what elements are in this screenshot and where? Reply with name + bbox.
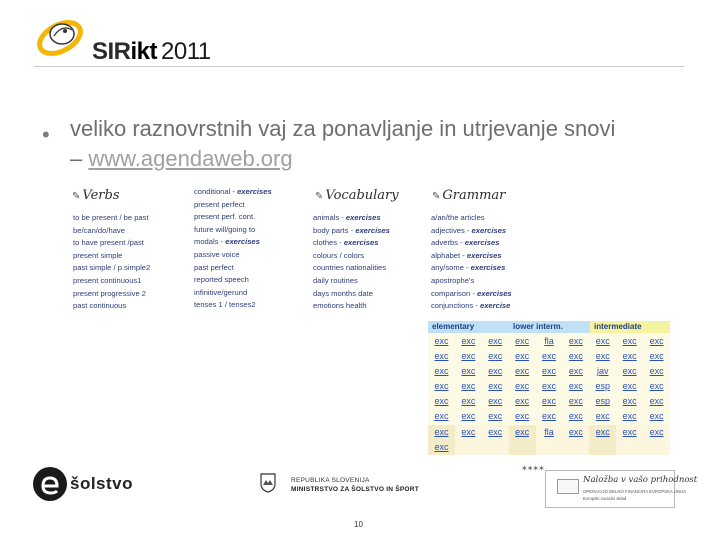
exercise-link [509,440,536,455]
grid-row [428,334,670,349]
list-item[interactable]: any/some - exercises [431,263,506,273]
exercise-link[interactable]: exc [515,396,530,407]
grid-row [428,440,670,455]
exercise-link[interactable]: jav [597,366,609,377]
list-item[interactable]: emotions health [313,301,367,311]
exercise-link [643,440,670,455]
level-elementary-tab[interactable]: elementary [428,321,509,333]
exercise-link[interactable]: exc [542,411,557,422]
eu-flag-icon [557,479,579,494]
list-item[interactable]: comparison - exercises [431,288,512,298]
exercise-link[interactable]: exc [568,381,583,392]
bullet-body: veliko raznovrstnih vaj za ponavljanje in utrjevanje snovi – [70,116,616,171]
list-item[interactable]: tenses 1 / tenses2 [194,300,256,310]
list-item[interactable]: to have present /past [73,238,144,248]
ministry-line-1: REPUBLIKA SLOVENIJA [291,477,370,484]
exercise-link[interactable]: exc [649,411,664,422]
eu-funding-line-2: Evropski socialni sklad [583,496,627,501]
agendaweb-link[interactable]: www.agendaweb.org [88,146,293,171]
verbs-advanced-list [194,186,272,312]
exercise-link[interactable]: exc [434,336,449,346]
exercise-link[interactable]: exc [595,336,610,346]
list-item[interactable]: passive voice [194,249,240,259]
exercise-link [589,440,616,455]
exercise-link[interactable]: exc [589,425,616,440]
exercise-link[interactable]: exc [482,425,509,440]
exercise-link[interactable]: exc [622,366,637,377]
level-intermediate-tab[interactable]: intermediate [590,321,670,333]
header-divider [34,66,684,67]
exercise-link[interactable]: exc [515,366,530,377]
exercise-link[interactable]: exc [434,411,449,422]
list-item[interactable]: conditional - exercises [194,187,272,196]
esolstvo-logo-icon [32,466,68,502]
exercise-link[interactable]: exc [461,381,476,392]
list-item[interactable]: conjunctions - exercise [431,301,511,311]
exercise-link[interactable]: exc [542,381,557,392]
exercise-link[interactable]: exc [649,351,664,362]
list-item[interactable]: infinitive/gerund [194,287,248,297]
list-item[interactable]: modals - exercises [194,237,260,247]
level-lower-intermediate-tab[interactable]: lower interm. [509,321,590,333]
list-item[interactable]: to be present / be past [73,213,149,222]
exercise-link[interactable]: exc [515,381,530,392]
exercise-link[interactable]: exc [428,440,455,455]
exercise-link[interactable]: exc [622,381,637,392]
exercise-link[interactable]: esp [595,381,611,392]
list-item[interactable]: past simple / p.simple2 [73,263,151,273]
exercise-link[interactable]: exc [568,396,583,407]
exercise-link[interactable]: exc [622,351,637,362]
list-item[interactable]: present progressive 2 [73,288,147,298]
esolstvo-logo-text: šolstvo [70,474,134,493]
list-item[interactable]: apostrophe's [431,275,475,285]
list-item[interactable]: alphabet - exercises [431,250,502,260]
exercise-link[interactable]: exc [622,411,637,422]
list-item[interactable]: present continuous1 [73,275,142,285]
grammar-heading: ✎ Grammar [432,188,506,203]
exercise-link[interactable]: exc [649,381,664,392]
exercise-link[interactable]: exc [595,351,610,362]
list-item[interactable]: adjectives - exercises [431,225,507,235]
exercise-link[interactable]: exc [616,425,643,440]
exercise-link[interactable]: exc [649,336,664,346]
exercise-link[interactable]: exc [568,336,583,346]
list-item[interactable]: present perfect [194,199,245,209]
verbs-heading: ✎ Verbs [72,188,120,203]
exercise-link[interactable]: exc [461,351,476,362]
exercise-link[interactable]: exc [622,396,637,407]
list-item[interactable]: clothes - exercises [313,238,379,248]
grammar-list [431,212,512,313]
exercise-link[interactable]: exc [542,351,557,362]
list-item[interactable]: present perf. cont. [194,212,256,222]
list-item[interactable]: past continuous [73,301,127,311]
list-item[interactable]: past perfect [194,262,234,272]
exercise-link[interactable]: exc [488,366,503,377]
level-grid-header [428,321,670,333]
exercise-link [616,440,643,455]
list-item[interactable]: be/can/do/have [73,225,125,235]
exercise-link[interactable]: exc [461,336,476,346]
conference-logo: SIRikt 2011 [92,38,211,65]
list-item[interactable]: adverbs - exercises [431,238,500,248]
exercise-link[interactable]: fla [544,336,554,346]
slovenia-crest-icon [260,473,276,493]
exercise-link[interactable]: exc [542,396,557,407]
exercise-link[interactable]: exc [434,351,449,362]
grid-row [428,394,670,409]
list-item[interactable]: present simple [73,250,123,260]
list-item[interactable]: days months date [313,288,373,298]
list-item[interactable]: countries nationalities [313,263,387,273]
vocabulary-heading: ✎ Vocabulary [315,188,399,203]
list-item[interactable]: reported speech [194,275,249,285]
exercise-link[interactable]: exc [461,396,476,407]
exercise-link[interactable]: exc [428,425,455,440]
exercise-link[interactable]: esp [595,396,611,407]
exercise-link [562,440,589,455]
exercise-grid [428,334,670,455]
page-number: 10 [354,520,363,529]
exercise-link[interactable]: exc [568,351,583,362]
list-item[interactable]: colours / colors [313,250,365,260]
exercise-link[interactable]: exc [649,366,664,377]
list-item[interactable]: daily routines [313,275,358,285]
exercise-link[interactable]: exc [455,425,482,440]
exercise-link[interactable]: exc [461,411,476,422]
exercise-link[interactable]: exc [643,425,670,440]
exercise-link[interactable]: exc [488,396,503,407]
exercise-link[interactable]: exc [461,366,476,377]
list-item[interactable]: body parts - exercises [313,225,390,235]
eu-funding-title: Naložba v vašo prihodnost [583,475,698,485]
exercise-link[interactable]: exc [488,351,503,362]
exercise-link[interactable]: exc [509,425,536,440]
grid-row [428,409,670,424]
siriki-logo-icon [32,14,90,60]
exercise-link[interactable]: exc [515,411,530,422]
exercise-link[interactable]: exc [515,351,530,362]
ministry-line-2: MINISTRSTVO ZA ŠOLSTVO IN ŠPORT [291,486,419,493]
exercise-link[interactable]: exc [649,396,664,407]
exercise-link[interactable]: exc [488,381,503,392]
exercise-link[interactable]: fla [536,425,563,440]
grid-row [428,349,670,364]
list-item[interactable]: animals - exercises [313,213,381,222]
grid-row [428,425,670,440]
exercise-link[interactable]: exc [568,411,583,422]
grid-row [428,379,670,394]
vocabulary-list [313,212,390,313]
exercise-link [536,440,563,455]
exercise-link [455,440,482,455]
exercise-link [482,440,509,455]
exercise-link[interactable]: exc [542,366,557,377]
exercise-link[interactable]: exc [568,366,583,377]
eu-funding-line-1: OPERACIJO DELNO FINANCIRA EVROPSKA UNIJA [583,489,687,494]
exercise-link[interactable]: exc [488,411,503,422]
exercise-link[interactable]: exc [515,336,530,346]
exercise-link[interactable]: exc [434,381,449,392]
eu-stars-icon: ✶✶✶✶ [521,464,544,473]
exercise-link[interactable]: exc [434,396,449,407]
exercise-link[interactable]: exc [595,411,610,422]
bullet-marker: • [42,122,50,147]
list-item[interactable]: a/an/the articles [431,213,485,222]
exercise-link[interactable]: exc [434,366,449,377]
bullet-text [70,114,630,174]
list-item[interactable]: future will/going to [194,224,256,234]
exercise-link[interactable]: exc [622,336,637,346]
exercise-link[interactable]: exc [562,425,589,440]
exercise-link[interactable]: exc [488,336,503,346]
verbs-list [73,212,150,313]
grid-row [428,364,670,379]
